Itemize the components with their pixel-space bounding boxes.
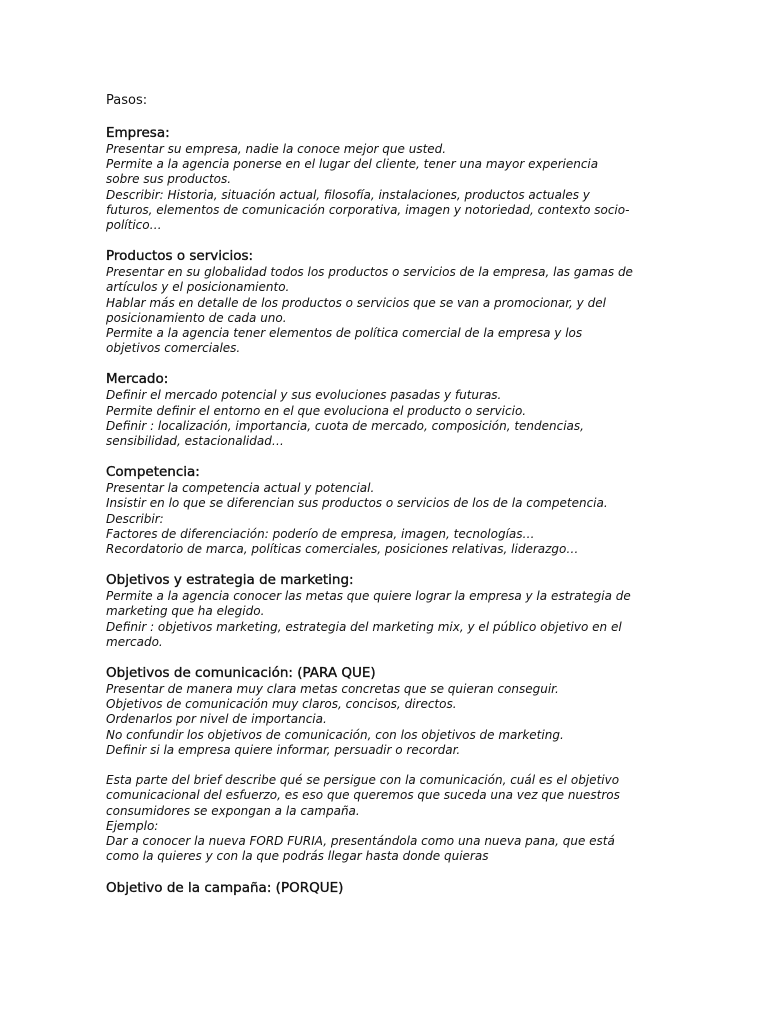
section-title: Competencia:	[106, 464, 200, 481]
section-objetivos-marketing	[106, 572, 668, 650]
section-body: Permite a la agencia conocer las metas que quiere lograr la empresa y la estrategia de marketing que ha elegido. Definir : objetivos marketing, estrategia del marketing mix, y el público objetivo en el mercado.	[106, 589, 631, 649]
section-body: Presentar en su globalidad todos los productos o servicios de la empresa, las gamas de artículos y el posicionamiento. Hablar más en detalle de los productos o servicios que se van a promocionar, y del posicionamiento de cada uno. Permite a la agencia tener elementos de política comercial de la empresa y los objetivos comerciales.	[106, 265, 633, 356]
section-body: Definir el mercado potencial y sus evoluciones pasadas y futuras. Permite definir el entorno en el que evoluciona el producto o servicio. Definir : localización, importancia, cuota de mercado, composición, tendencias, sensibilidad, estacionalidad…	[106, 388, 584, 449]
section-empresa	[106, 125, 668, 233]
section-body: Presentar de manera muy clara metas concretas que se quieran conseguir. Objetivos de comunicación muy claros, concisos, directos. Ordenarlos por nivel de importancia. No confundir los objetivos de comunicación, con los objetivos de marketing. Definir si la empresa quiere informar, persuadir o recordar.	[106, 682, 564, 757]
paragraph-gap	[106, 758, 668, 773]
section-title: Mercado:	[106, 371, 169, 388]
section-body-extra: Esta parte del brief describe qué se persigue con la comunicación, cuál es el objetivo comunicacional del esfuerzo, es eso que queremos que suceda una vez que nuestros consumidores se expongan a la campaña. Ejemplo: Dar a conocer la nueva FORD FURIA, presentándola como una nueva pana, que está como la quieres y con la que podrás llegar hasta donde quieras	[106, 773, 620, 864]
section-body: Presentar su empresa, nadie la conoce mejor que usted. Permite a la agencia ponerse en el lugar del cliente, tener una mayor experiencia sobre sus productos. Describir: Historia, situación actual, filosofía, instalaciones, productos actuales y futuros, elementos de comunicación corporativa, imagen y notoriedad, contexto socio- político…	[106, 142, 630, 233]
section-competencia	[106, 464, 668, 557]
section-title: Objetivos de comunicación: (PARA QUE)	[106, 665, 376, 682]
section-body: Presentar la competencia actual y potencial. Insistir en lo que se diferencian sus productos o servicios de los de la competencia. Describir: Factores de diferenciación: poderío de empresa, imagen, tecnologías… Recordatorio de marca, políticas comerciales, posiciones relativas, liderazgo…	[106, 481, 608, 557]
section-mercado	[106, 371, 668, 449]
section-title: Empresa:	[106, 125, 170, 141]
section-title: Productos o servicios:	[106, 248, 254, 265]
intro-label: Pasos:	[106, 93, 148, 108]
section-title: Objetivos y estrategia de marketing:	[106, 572, 354, 589]
section-objetivos-comunicacion	[106, 665, 668, 864]
section-productos	[106, 248, 668, 356]
campaign-objective-title: Objetivo de la campaña: (PORQUE)	[106, 880, 344, 897]
